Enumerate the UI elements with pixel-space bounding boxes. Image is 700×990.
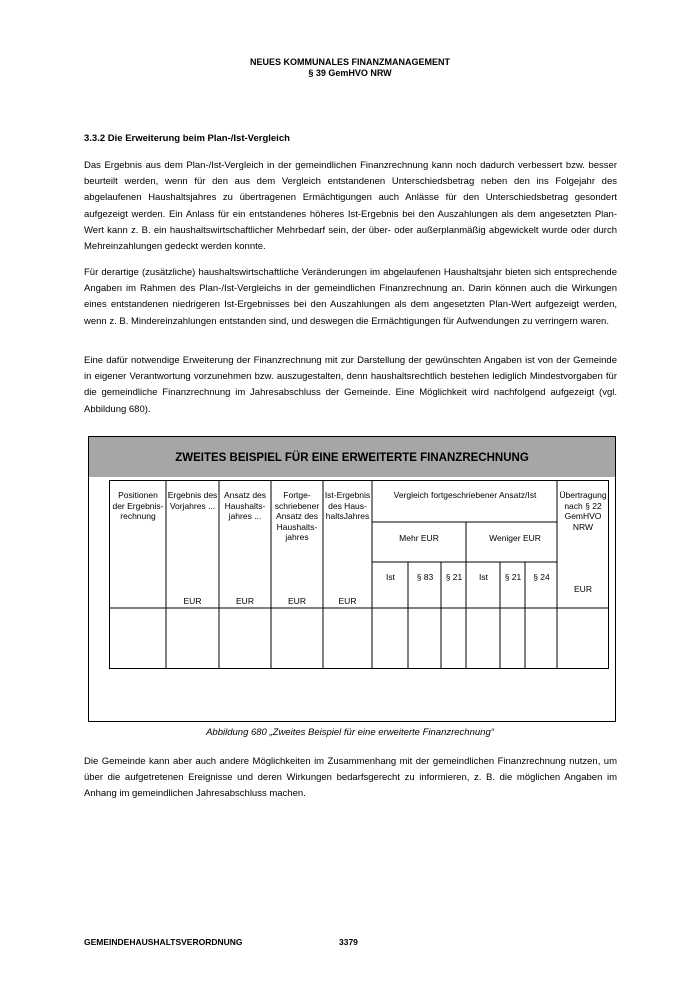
col-mehr: Mehr EUR xyxy=(399,533,439,543)
col-ist-1: Ist xyxy=(386,572,395,582)
col-p21-a: § 21 xyxy=(445,572,463,582)
header-line-2: § 39 GemHVO NRW xyxy=(308,68,392,78)
col-ansatz: Ansatz des Haushaltsjahres ... xyxy=(223,490,267,521)
paragraph-2: Für derartige (zusätzliche) haushaltswirtschaftliche Veränderungen im abgelaufenen Haushaltsjahr bieten sich entsprechende Angaben im Rahmen des Plan-/Ist-Vergleichs in der gemeindlichen Finanzrechnung an. Darin können auch die Wirkungen eines entstandenen niedrigeren Ist-Ergebnisses bei den Auszahlungen als dem angesetzten Plan-Wert aufgezeigt werden, wenn z. B. Mindereinzahlungen entstanden sind, und deswegen die Ermächtigungen für Aufwendungen zu verringern waren. xyxy=(84,267,617,327)
eur-ansatz: EUR xyxy=(236,596,254,606)
col-p21-b: § 21 xyxy=(504,572,522,582)
col-p83: § 83 xyxy=(416,572,434,582)
col-fortgeschrieben: Fortgeschriebener Ansatz des Haushaltsjahres xyxy=(274,490,320,542)
paragraph-3: Eine dafür notwendige Erweiterung der Finanzrechnung mit zur Darstellung der gewünschten Angaben ist von der Gemeinde in eigener Verantwortung vorzunehmen bzw. auszugestalten, denn haushaltsrechtlich bestehen lediglich Mindestvorgaben für die gemeindliche Finanzrechnung im Jahresabschluss der Gemeinde. Eine Möglichkeit wird nachfolgend aufgezeigt (vgl. Abbildung 680). xyxy=(84,355,617,415)
paragraph-4: Die Gemeinde kann aber auch andere Möglichkeiten im Zusammenhang mit der gemeindlichen Finanzrechnung nutzen, um über die aufgetretenen Ereignisse und deren Wirkungen bedarfsgerecht zu informieren, z. B. die möglichen Angaben im Anhang im gemeindlichen Jahresabschluss machen. xyxy=(84,756,617,800)
col-uebertragung: Übertragung nach § 22 GemHVO NRW xyxy=(559,490,607,532)
figure-caption: Abbildung 680 „Zweites Beispiel für eine erweiterte Finanzrechnung“ xyxy=(206,727,494,738)
header-line-1: NEUES KOMMUNALES FINANZMANAGEMENT xyxy=(250,57,450,67)
figure-table xyxy=(109,480,609,725)
col-positionen: Positionen der Ergebnisrechnung xyxy=(112,490,164,521)
page-number: 3379 xyxy=(339,937,358,947)
footer-title: GEMEINDEHAUSHALTSVERORDNUNG xyxy=(84,937,243,947)
col-p24: § 24 xyxy=(533,572,550,582)
paragraph-1: Das Ergebnis aus dem Plan-/Ist-Vergleich in der gemeindlichen Finanzrechnung kann noch dadurch verbessert bzw. besser beurteilt werden, wenn für den aus dem Vergleich entstandenen Unterschiedsbetrag neben den ins Folgejahr des abgelaufenen Haushaltsjahres zu übertragenen Ermächtigungen auch Anlässe für den Unterschiedsbetrag gesondert aufgezeigt werden. Ein Anlass für ein entstandenes höheres Ist-Ergebnis bei den Auszahlungen als dem angesetzten Plan-Wert kann z. B. ein haushaltswirtschaftlicher Mehrbedarf sein, der über- oder außerplanmäßig abgewickelt wurde oder durch Mehreinzahlungen gedeckt werden konnte. xyxy=(84,160,617,253)
col-ist-2: Ist xyxy=(479,572,488,582)
figure-box xyxy=(88,436,616,722)
section-title: 3.3.2 Die Erweiterung beim Plan-/Ist-Vergleich xyxy=(84,133,290,144)
eur-ist-ergebnis: EUR xyxy=(338,596,357,606)
running-header xyxy=(0,57,700,79)
figure-title: ZWEITES BEISPIEL FÜR EINE ERWEITERTE FINANZRECHNUNG xyxy=(89,437,615,477)
eur-uebertragung: EUR xyxy=(574,584,592,594)
col-ergebnis-vorjahr: Ergebnis des Vorjahres ... xyxy=(167,490,218,511)
col-vergleich: Vergleich fortgeschriebener Ansatz/Ist xyxy=(393,490,537,500)
col-ist-ergebnis: Ist-Ergebnis des HaushaltsJahres xyxy=(324,490,371,521)
eur-fortgeschrieben: EUR xyxy=(288,596,306,606)
eur-ergebnis-vorjahr: EUR xyxy=(183,596,202,606)
col-weniger: Weniger EUR xyxy=(489,533,541,543)
